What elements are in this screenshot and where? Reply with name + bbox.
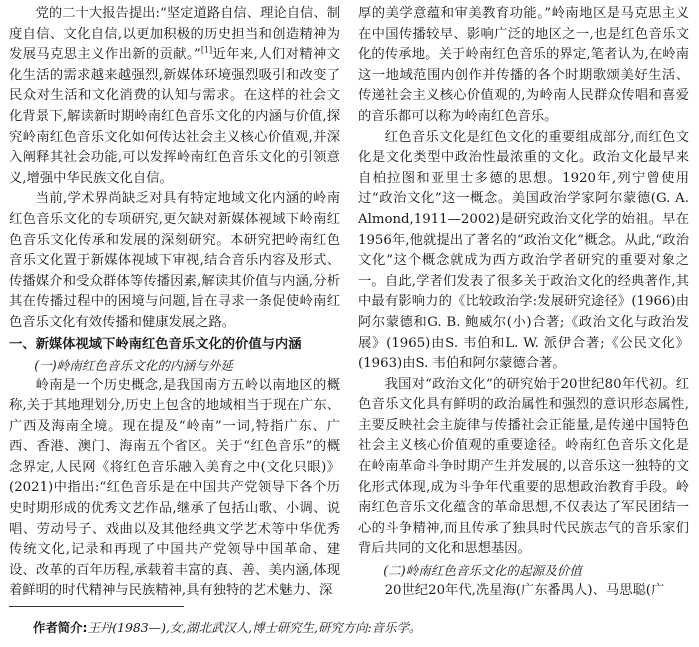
intro-paragraph	[9, 4, 340, 189]
footnote-text: 王丹(1983—),女,湖北武汉人,博士研究生,研究方向:音乐学。	[87, 620, 422, 635]
lingnan-definition-paragraph: 岭南是一个历史概念,是我国南方五岭以南地区的概称,关于其地理划分,历史上包含的地域相当于现在广东、广西及海南全境。现在提及“岭南”一词,特指广东、广西、香港、澳门、海南五个省区。关于“红色音乐”的概念界定,人民网《将红色音乐融入美育之中(文化只眼)》(2021)中指出:“红色音乐是在中国共产党领导下各个历史时期形成的优秀文艺作品,继承了包括山歌、小调、说唱、劳动号子、戏曲以及其他经典文学艺术等中华优秀传统文化,记录和再现了中国共产党领导中国革命、建设、改革的百年历程,承载着丰富的真、善、美内涵,体现着鲜明的时代精神与民族精神,具有独特的艺术魅力、深	[9, 377, 340, 599]
author-footnote	[33, 620, 683, 636]
research-gap-paragraph: 当前,学术界尚缺乏对具有特定地域文化内涵的岭南红色音乐文化的专项研究,更欠缺对新媒体视域下岭南红色音乐文化传承和发展的深刻研究。本研究把岭南红色音乐文化置于新媒体视域下审视,结合音乐内容及形式、传播媒介和受众群体等传播因素,解读其价值与内涵,分析其在传播过程中的困境与问题,旨在寻求一条促使岭南红色音乐文化有效传播和健康发展之路。	[9, 191, 340, 330]
continued-paragraph: 厚的美学意蕴和审美教育功能。”岭南地区是马克思主义在中国传播较早、影响广泛的地区之一,也是红色音乐文化的传承地。关于岭南红色音乐的界定,笔者认为,在岭南这一地域范围内创作并传播的各个时期歌颂美好生活、传递社会主义核心价值观的,为岭南人民群众传唱和喜爱的音乐都可以称为岭南红色音乐。	[358, 6, 689, 124]
origins-paragraph: 20世纪20年代,冼星海(广东番禺人)、马思聪(广	[384, 583, 665, 599]
section-heading: 一、新媒体视域下岭南红色音乐文化的价值与内涵	[9, 336, 302, 352]
intro-paragraph-text: 党的二十大报告提出:“坚定道路自信、理论自信、制度自信、文化自信,以更加积极的历史担当和创造精神为发展马克思主义作出新的贡献。”	[9, 6, 340, 63]
subsection-heading-1: (一)岭南红色音乐文化的内涵与外延	[34, 357, 233, 373]
footnote-divider	[9, 606, 184, 607]
citation-ref: [1]	[200, 45, 213, 55]
china-research-paragraph: 我国对“政治文化”的研究始于20世纪80年代初。红色音乐文化具有鲜明的政治属性和强烈的意识形态属性,主要反映社会主旋律与传播社会正能量,是传递中国特色社会主义核心价值观的重要途径。岭南红色音乐文化是在岭南革命斗争时期产生并发展的,以音乐这一独特的文化形式体现,成为斗争年代重要的思想政治教育手段。岭南红色音乐文化蕴含的革命思想,不仅表达了军民团结一心的斗争精神,而且传承了独具时代民族志气的音乐家们背后共同的文化和思想基因。	[358, 376, 689, 557]
right-column	[358, 4, 689, 602]
intro-paragraph-tail: 近年来,人们对精神文化生活的需求越来越强烈,新媒体环境强烈吸引和改变了民众对生活和文化消费的认知与需求。在这样的社会文化背景下,解读新时期岭南红色音乐文化的内涵与价值,探究岭南红色音乐文化如何传达社会主义核心价值观,并深入阐释其社会功能,可以发挥岭南红色音乐文化的引领意义,增强中华民族文化自信。	[9, 47, 340, 186]
left-column	[9, 4, 340, 602]
subsection-heading-2: (二)岭南红色音乐文化的起源及价值	[383, 563, 582, 579]
footnote-label: 作者简介:	[33, 620, 88, 635]
political-culture-paragraph: 红色音乐文化是红色文化的重要组成部分,而红色文化是文化类型中政治性最浓重的文化。政治文化最早来自柏拉图和亚里士多德的思想。1920年,列宁曾使用过“政治文化”这一概念。美国政治学家阿尔蒙德(G. A. Almond,1911—2002)是研究政治文化学的始祖。早在1956年,他就提出了著名的“政治文化”概念。从此,“政治文化”这个概念就成为西方政治学者研究的重要对象之一。自此,学者们发表了很多关于政治文化的经典著作,其中最有影响力的《比较政治学:发展研究途径》(1966)由阿尔蒙德和G. B. 鲍威尔(小)合著;《政治文化与政治发展》(1965)由S. 韦伯和L. W. 派伊合著;《公民文化》(1963)由S. 韦伯和阿尔蒙德合著。	[358, 129, 689, 372]
